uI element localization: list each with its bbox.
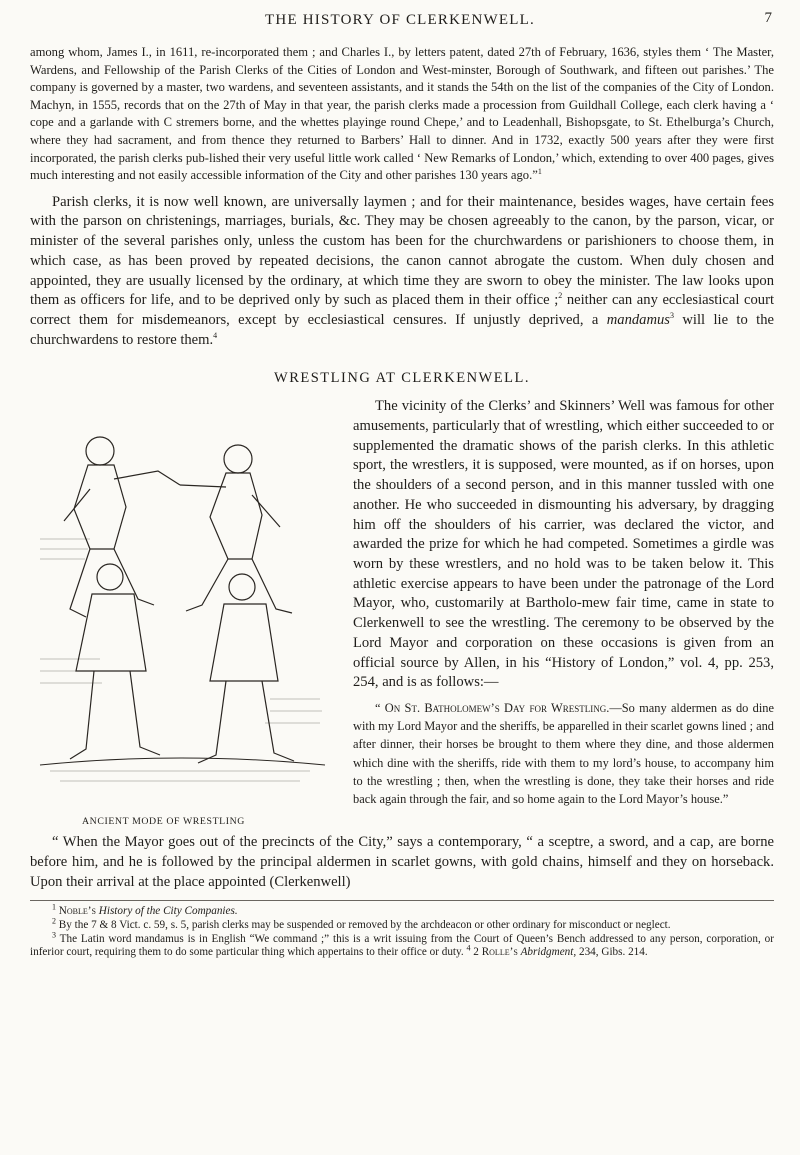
footnote-4-title: Abridgment, xyxy=(520,946,577,959)
footnote-3-number: 3 xyxy=(52,929,56,939)
footnote-ref-1[interactable]: 1 xyxy=(537,166,542,176)
footnote-1-title: History of the City Companies. xyxy=(98,905,238,918)
section-heading: WRESTLING AT CLERKENWELL. xyxy=(274,370,530,387)
wrestling-illustration xyxy=(30,399,335,827)
intro-text: among whom, James I., in 1611, re-incorporated them ; and Charles I., by letters patent, dated 27th of February, 1636, styles them ‘ The Master, Wardens, and Fellowship of the Parish Clerks of the Cities of London and West-minster, Borough of Southwark, and fifteen out parishes.’ The company is governed by a master, two wardens, and seventeen assistants, and it stands the 54th on the list of the companies of the City of London. Machyn, in 1555, records that on the 27th of May in that year, the parish clerks made a procession from Guildhall College, each clerk having a ‘ cope and a garlande with C stremers borne, and the whettes playinge round Chepe,’ and to Leadenhall, Bishopsgate, to St. Ethelburga’s Church, where they had sacrament, and from thence they returned to Barbers’ Hall to dinner. And in 1732, exactly 500 years after they were first incorporated, the parish clerks pub-lished their very useful little work called ‘ New Remarks of London,’ which, extending to over 400 pages, gives much interesting and not easily accessible information of the City and other parishes 130 years ago.” xyxy=(30,45,774,183)
footnote-3-text: The Latin word mandamus is in English “We command ;” this is a writ issuing from the Court of Queen’s Bench addressed to any person, corporation, or inferior court, requiring them to do some particular thing which appertains to their office or duty. xyxy=(30,932,774,959)
footnote-ref-2[interactable]: 2 xyxy=(558,291,563,301)
footnote-rule xyxy=(30,900,774,901)
footnote-1-author: Noble’s xyxy=(58,905,96,918)
footnote-3 xyxy=(30,929,774,960)
wrestling-text: The vicinity of the Clerks’ and Skinners’ Well was famous for other amusements, particularly that of wrestling, which either succeeded to or supplemented the dramatic shows of the parish clerks. In this athletic sport, the wrestlers, it is supposed, were mounted, as if on horses, upon the shoulders of a second person, and in this manner tussled with one another. He who succeeded in dismounting his adversary, by dragging him off the shoulders of his carrier, was declared the victor, and awarded the prize for which he had competed. Sometimes a girdle was worn by these wrestlers, and no hold was to be taken below it. This athletic exercise appears to have been under the patronage of the Lord Mayor, who, customarily at Bartholo-mew fair time, came in state to Clerkenwell to see the wrestling. The ceremony to be observed by the Lord Mayor and corporation on these occasions is given from an official source by Allen, in his “History of London,” vol. 4, pp. 253, 254, and is as follows:— xyxy=(353,398,774,691)
parish-text-3: will lie to the churchwardens to restore them. xyxy=(30,311,774,348)
wrestlers-engraving xyxy=(30,399,335,817)
footnote-2 xyxy=(30,916,774,933)
footnote-2-text: By the 7 & 8 Vict. c. 59, s. 5, parish clerks may be suspended or removed by the archdeacon or other ordinary for misconduct or neglect. xyxy=(58,919,671,932)
quote-text: —So many aldermen as do dine with my Lord Mayor and the sheriffs, be apparelled in their scarlet gowns lined ; and after dinner, their horses be brought to them where they dine, and those aldermen which dine with the sheriffs, ride with them to my lord’s house, to accompany him to the wrestling ; then, when the wrestling is done, they take their horses and ride back again through the fair, and so home again to the Lord Mayor’s house.” xyxy=(353,700,774,806)
parish-text-1: Parish clerks, it is now well known, are universally laymen ; and for their maintenance, besides wages, have certain fees with the parson on christenings, marriages, burials, &c. They may be chosen agreeably to the canon, by the parson, vicar, or minister of the several parishes only, unless the custom has been for the churchwardens or parishioners to choose them, in which case, as has been proved by repeated decisions, the canon cannot abrogate the custom. When duly chosen and appointed, they are usually licensed by the ordinary, at which time they are sworn to obey the minister. The law looks upon them as officers for life, and to be deprived only by such as placed them in their office ; xyxy=(30,193,774,309)
footnote-ref-4[interactable]: 4 xyxy=(213,330,218,340)
quote-lead: “ On St. Batholomew’s Day for Wrestling. xyxy=(375,700,610,715)
mayor-paragraph: “ When the Mayor goes out of the precincts of the City,” says a contemporary, “ a sceptre, a sword, and a cap, are borne before him, and he is followed by the principal aldermen in scarlet gowns, with gold chains, himself and they on horseback. Upon their arrival at the place appointed (Clerkenwell) xyxy=(30,834,774,890)
footnote-4-author: 2 Rolle’s xyxy=(473,946,518,959)
parish-text-2: neither can any ecclesiastical court correct them for misdemeanors, except by ecclesiastical censures. If unjustly deprived, a xyxy=(30,292,774,328)
footnote-4-text: 234, Gibs. 214. xyxy=(578,946,648,959)
figure-caption: ANCIENT MODE OF WRESTLING xyxy=(82,815,245,827)
footnote-ref-3[interactable]: 3 xyxy=(669,311,674,321)
footnote-1-number: 1 xyxy=(52,902,56,912)
footnote-4-number: 4 xyxy=(466,943,471,953)
intro-paragraph xyxy=(30,44,774,185)
mandamus-term: mandamus xyxy=(606,311,670,328)
parish-clerks-paragraph xyxy=(30,193,774,351)
running-head: THE HISTORY OF CLERKENWELL. xyxy=(265,12,535,28)
page-number: 7 xyxy=(764,10,772,26)
footnote-2-number: 2 xyxy=(52,916,56,926)
footnote-1 xyxy=(30,902,774,919)
